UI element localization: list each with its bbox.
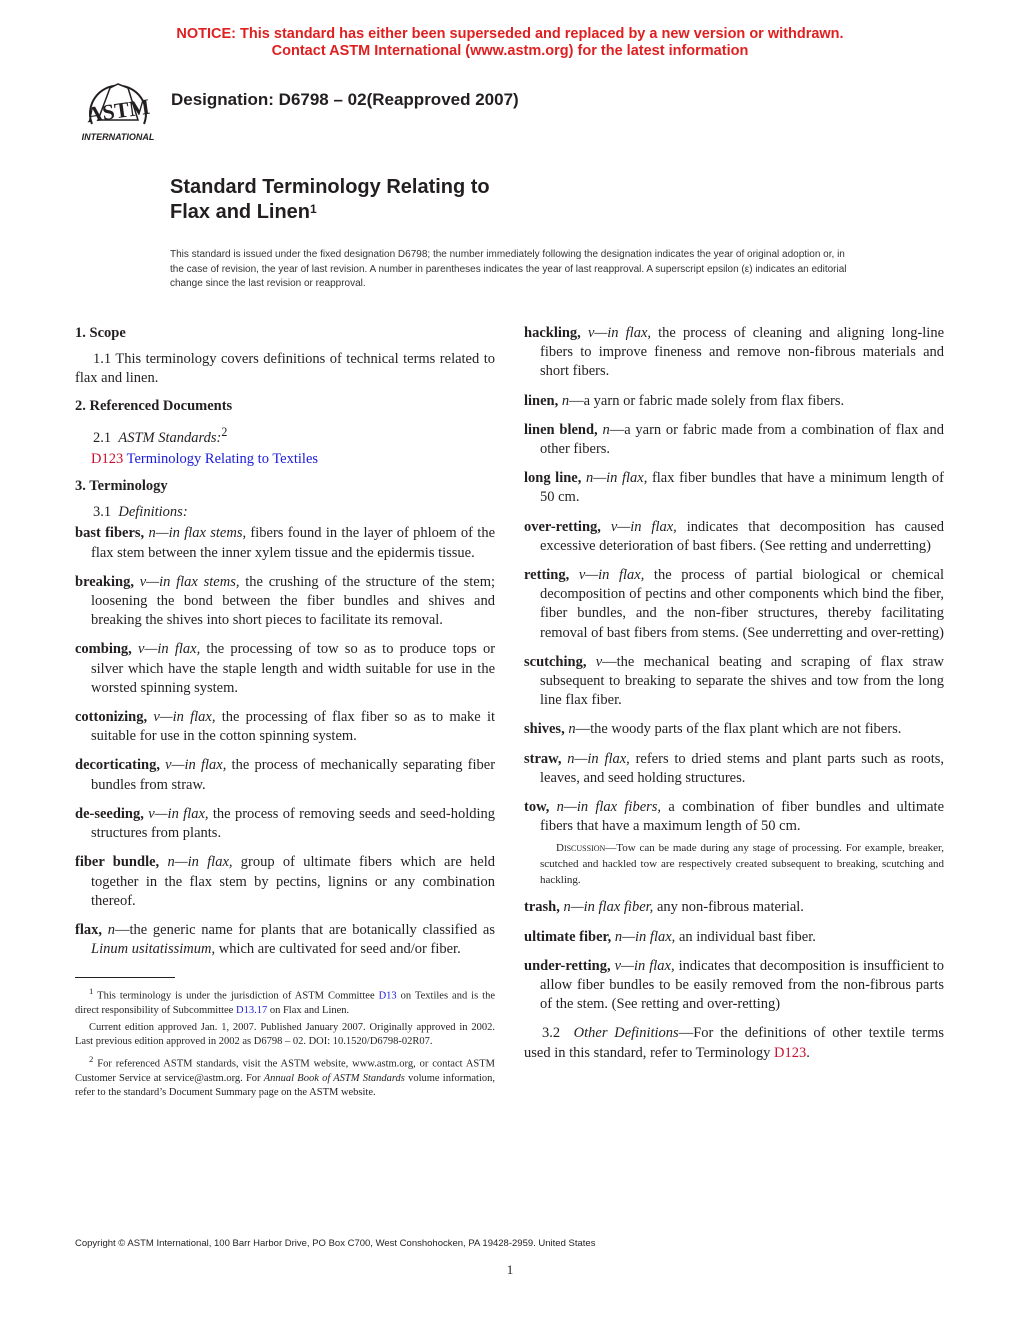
notice-line-2: Contact ASTM International (www.astm.org) for the latest information <box>271 43 749 59</box>
scope-paragraph: 1.1 This terminology covers definitions of technical terms related to flax and linen. <box>75 351 495 387</box>
subcommittee-d13-17-link[interactable]: D13.17 <box>235 1005 268 1017</box>
definition-entry <box>75 708 495 746</box>
definition-entry <box>524 469 944 507</box>
page-number: 1 <box>506 1262 514 1277</box>
definition-entry <box>524 720 944 739</box>
d123-link[interactable]: D123 <box>91 450 124 467</box>
definition-entry <box>524 957 944 1015</box>
definition-entry <box>524 566 944 643</box>
definition-entry <box>75 756 495 794</box>
notice-line-1: NOTICE: This standard has either been superseded and replaced by a new version or withdrawn. <box>176 26 844 42</box>
definition-text: the processing of tow so as to produce tops or silver which have the staple length and width suitable for use in the worsted spinning system. <box>91 641 496 696</box>
definition-entry <box>75 805 495 843</box>
definition-part-of-speech: n—in flax, <box>614 928 676 945</box>
definitions-right <box>524 324 944 788</box>
definitions-right-continued <box>524 898 944 1014</box>
definition-part-of-speech: n <box>568 721 576 738</box>
definition-text: the crushing of the structure of the stem; loosening the bond between the fiber bundles and shives and breaking the shives into short pieces to facilitate its removal. <box>91 573 496 629</box>
definition-text: the process of partial biological or chemical decomposition of pectins and other components which bind the fiber, fiber bundles, and the non-fiber structures, thereby facilitating removal of bast fibers from stems. (See underretting and over-retting) <box>540 567 944 641</box>
definition-term: de-seeding, <box>75 805 144 822</box>
definition-term: under-retting, <box>524 957 611 974</box>
definition-entry <box>524 518 944 556</box>
footnote-1: $^1$ This terminology is under the jurisdiction of ASTM Committee D13 on Textiles and is the direct responsibility of Subcommittee D13.17 on Flax and Linen. <box>75 986 495 1017</box>
definition-term: breaking, <box>75 573 134 590</box>
definition-entry <box>75 524 495 562</box>
definition-term: retting, <box>524 567 570 584</box>
definition-term: ultimate fiber, <box>524 928 612 945</box>
footnote-divider <box>75 977 175 978</box>
definition-text: flax fiber bundles that have a minimum length of 50 cm. <box>540 470 944 506</box>
definition-part-of-speech: n—in flax, <box>567 750 630 767</box>
definition-text: —a yarn or fabric made solely from flax fibers. <box>569 392 845 409</box>
definition-text: —a yarn or fabric made from a combination of flax and other fibers. <box>540 421 944 458</box>
definition-part-of-speech: n—in flax, <box>585 470 648 487</box>
logo-text: ASTM <box>84 93 152 128</box>
definition-text: —the woody parts of the flax plant which are not fibers. <box>575 721 902 738</box>
definitions-left <box>75 524 495 910</box>
definition-term: trash, <box>524 899 560 916</box>
definition-part-of-speech: v—in flax, <box>148 805 209 822</box>
astm-standards-line: 2.1 ASTM Standards:$^2$ <box>93 424 228 446</box>
footnote-edition: Current edition approved Jan. 1, 2007. Published January 2007. Originally approved in 2002. Last previous edition approved in 2002 as D6798 – 02. DOI: 10.1520/D6798-02R07. <box>75 1021 495 1048</box>
definition-term: combing, <box>75 641 132 658</box>
definition-text: an individual bast fiber. <box>678 928 816 945</box>
definition-term: cottonizing, <box>75 709 148 726</box>
definition-entry <box>524 324 944 382</box>
astm-logo-icon <box>72 74 164 146</box>
definition-term: bast fibers, <box>75 525 145 542</box>
title-line-2: Flax and Linen$^1$ <box>170 201 317 223</box>
definition-entry <box>75 573 495 631</box>
definition-term: linen, <box>524 392 559 409</box>
definition-entry <box>524 750 944 788</box>
withdrawal-notice <box>0 26 1020 60</box>
definition-part-of-speech: v—in flax stems, <box>139 573 240 590</box>
definition-entry <box>75 640 495 698</box>
definition-part-of-speech: v—in flax, <box>138 641 201 658</box>
definition-entry <box>524 421 944 459</box>
page-title <box>170 175 490 225</box>
definition-term: hackling, <box>524 325 581 341</box>
definition-entry <box>524 392 944 411</box>
definition-entry <box>524 653 944 711</box>
definition-term: long line, <box>524 470 582 487</box>
tow-discussion: Discussion—Tow can be made during any stage of processing. For example, breaker, scutched and hackled tow are respectively created subsequent to breaking, scutching and hackling. <box>540 842 944 887</box>
definition-part-of-speech: n—in flax fiber, <box>563 899 654 916</box>
definition-term: shives, <box>524 721 565 738</box>
definition-text: the process of cleaning and aligning long-line fibers to improve fineness and remove non-fibrous materials and short fibers. <box>540 325 945 380</box>
title-line-1: Standard Terminology Relating to <box>170 176 490 198</box>
logo-subtext: INTERNATIONAL <box>81 132 155 142</box>
definition-term: linen blend, <box>524 421 598 438</box>
definition-term: fiber bundle, <box>75 854 160 871</box>
definition-term: over-retting, <box>524 518 601 535</box>
definition-part-of-speech: n—in flax stems, <box>148 525 247 542</box>
definition-term: straw, <box>524 750 562 767</box>
d123-reference-link[interactable]: D123 <box>774 1044 807 1061</box>
referenced-documents-heading: 2. Referenced Documents <box>75 397 233 414</box>
definition-part-of-speech: v <box>595 653 603 670</box>
definition-entry: flax, n—the generic name for plants that are botanically classified as Linum usitatissimum, which are cultivated for seed and/or fiber. <box>75 921 496 958</box>
left-column <box>75 324 495 1103</box>
copyright: Copyright © ASTM International, 100 Barr Harbor Drive, PO Box C700, West Conshohocken, PA 19428-2959. United States <box>75 1238 596 1249</box>
definition-term: decorticating, <box>75 757 160 774</box>
definition-text: indicates that decomposition is insufficient to allow fiber bundles to be easily removed from the non-fibrous parts of the stem. (See retting and over-retting) <box>540 957 945 1013</box>
definition-part-of-speech: n <box>561 392 570 409</box>
definitions-label: 3.1 Definitions: <box>93 504 188 521</box>
definition-entry <box>75 853 495 911</box>
reference-d123[interactable] <box>91 450 495 469</box>
definition-text: fibers found in the layer of phloem of the flax stem between the inner xylem tissue and the epidermis tissue. <box>91 525 496 561</box>
definition-text: the process of removing seeds and seed-holding structures from plants. <box>91 805 496 842</box>
definition-text: refers to dried stems and plant parts such as roots, leaves, and seed holding structures. <box>540 750 945 786</box>
definition-text: group of ultimate fibers which are held together in the flax stem by pectins, lignins or any combination thereof. <box>91 854 495 909</box>
definition-text: the processing of flax fiber so as to make it suitable for use in the cotton spinning system. <box>91 709 496 745</box>
definition-part-of-speech: n—in flax, <box>167 854 233 871</box>
definition-part-of-speech: v—in flax, <box>165 757 227 774</box>
committee-d13-link[interactable]: D13 <box>378 990 397 1002</box>
definition-part-of-speech: n <box>602 421 610 438</box>
definition-text: —the mechanical beating and scraping of flax straw subsequent to breaking to separate the shives and tow from the long line flax fiber. <box>540 653 944 709</box>
definition-text: any non-fibrous material. <box>656 899 804 916</box>
scope-heading: 1. Scope <box>75 325 126 341</box>
definition-part-of-speech: v—in flax, <box>578 567 645 584</box>
footnote-2: $^2$ For referenced ASTM standards, visit the ASTM website, www.astm.org, or contact ASTM Customer Service at service@astm.org. For Annual Book of ASTM Standards volume information, refer to the standard’s Document Summary page on the ASTM website. <box>75 1053 495 1099</box>
designation: Designation: D6798 – 02(Reapproved 2007) <box>171 90 519 109</box>
definition-text: indicates that decomposition has caused excessive deterioration of bast fibers. (See retting and underretting) <box>540 518 944 554</box>
definition-term: scutching, <box>524 653 587 670</box>
right-column <box>524 324 944 1071</box>
d123-title-link[interactable]: Terminology Relating to Textiles <box>126 450 319 467</box>
definition-entry <box>524 928 944 947</box>
definition-part-of-speech: v—in flax, <box>587 325 652 341</box>
definition-part-of-speech: v—in flax, <box>610 518 677 535</box>
definition-part-of-speech: v—in flax, <box>153 709 216 726</box>
definition-entry: tow, n—in flax fibers, a combination of fiber bundles and ultimate fibers that have a maximum length of 50 cm. <box>524 799 945 835</box>
footnote-mark-2: 2 <box>221 424 228 439</box>
definition-entry <box>524 898 944 917</box>
terminology-heading: 3. Terminology <box>75 478 168 495</box>
title-footnote-mark: 1 <box>310 202 317 216</box>
definition-text: the process of mechanically separating fiber bundles from straw. <box>91 757 496 793</box>
definition-part-of-speech: v—in flax, <box>614 957 675 974</box>
issuance-statement: This standard is issued under the fixed designation D6798; the number immediately following the designation indicates the year of original adoption or, in the case of revision, the year of last revision. A number in parentheses indicates the year of last reapproval. A superscript epsilon (ε) indicates an editorial change since the last revision or reapproval. <box>170 249 847 289</box>
other-definitions: 3.2 Other Definitions—For the definitions of other textile terms used in this standard, refer to Terminology D123. <box>524 1025 944 1061</box>
